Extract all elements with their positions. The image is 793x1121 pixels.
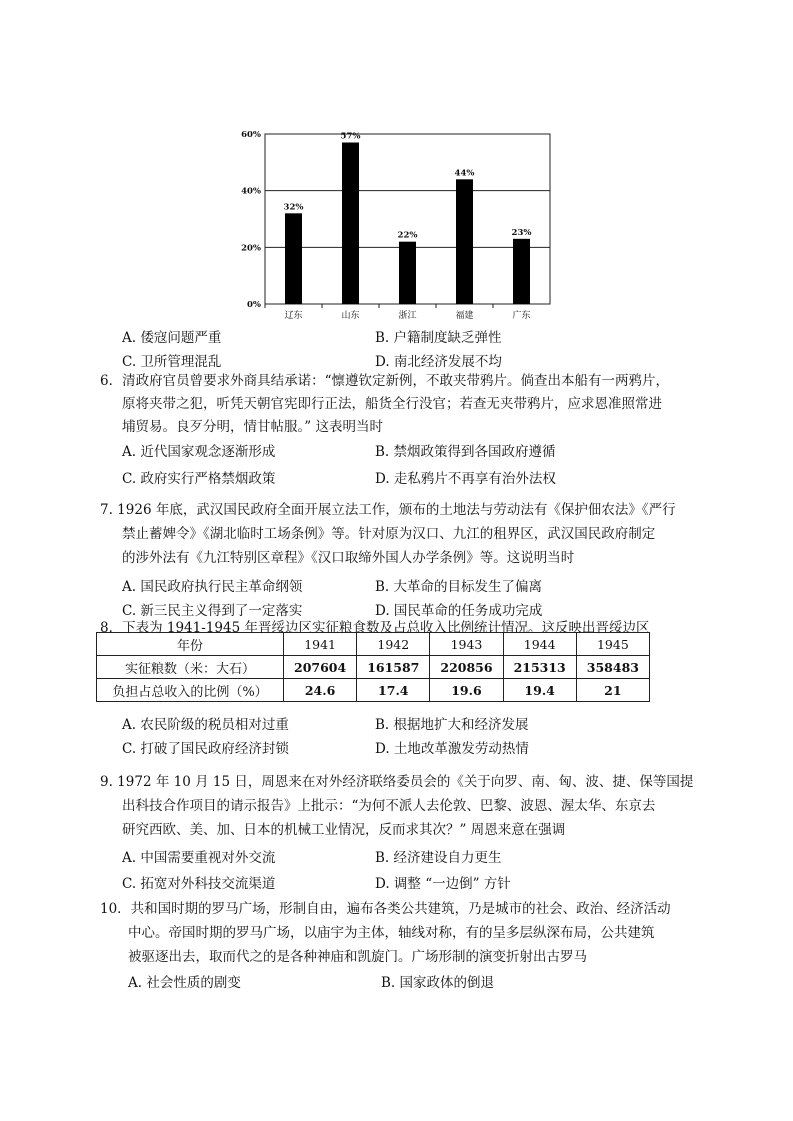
table-row-label: 实征粮数（米：大石） — [97, 656, 284, 679]
q7-option-a[interactable]: A. 国民政府执行民主革命纲领 — [122, 579, 303, 595]
bar-福建 — [456, 179, 473, 304]
table-cell: 17.4 — [357, 679, 430, 702]
bar-浙江 — [399, 242, 416, 304]
bar-value-label: 22% — [397, 230, 418, 241]
table-cell: 161587 — [357, 656, 430, 679]
table-year-cell: 1941 — [284, 633, 357, 656]
q5-option-c[interactable]: C. 卫所管理混乱 — [122, 354, 222, 370]
x-tick-label: 广东 — [512, 311, 531, 321]
table-cell: 220856 — [430, 656, 503, 679]
q10-line-2: 中心。帝国时期的罗马广场，以庙宇为主体，轴线对称，有的呈多层纵深布局，公共建筑 — [128, 925, 655, 941]
y-tick-label: 40% — [241, 186, 261, 197]
table-cell: 358483 — [576, 656, 649, 679]
q7-option-b[interactable]: B. 大革命的目标发生了偏离 — [375, 579, 543, 595]
q9-option-b[interactable]: B. 经济建设自力更生 — [375, 850, 502, 866]
table-cell: 207604 — [284, 656, 357, 679]
bar-辽东 — [285, 213, 302, 304]
chart-bars — [285, 143, 530, 305]
q9-option-c[interactable]: C. 拓宽对外科技交流渠道 — [122, 876, 276, 892]
q5-option-a[interactable]: A. 倭寇问题严重 — [122, 330, 222, 346]
q6-option-c[interactable]: C. 政府实行严格禁烟政策 — [122, 471, 276, 487]
q8-option-c[interactable]: C. 打破了国民政府经济封锁 — [122, 741, 289, 757]
y-tick-label: 0% — [247, 300, 261, 310]
q6-line-1: 6．清政府官员曾要求外商具结承诺：“懔遵钦定新例，不敢夹带鸦片。倘查出本船有一两鸦片， — [100, 373, 669, 389]
table-header-row — [97, 633, 650, 656]
q6-option-d[interactable]: D. 走私鸦片不再享有治外法权 — [375, 471, 556, 487]
bar-广东 — [513, 239, 530, 304]
table-row-label: 负担占总收入的比例（%） — [97, 679, 284, 702]
table-year-cell: 1944 — [503, 633, 576, 656]
q6-line-2: 原将夹带之犯，听凭天朝官宪即行正法，船货全行没官；若查无夹带鸦片，应求恩准照常进 — [122, 396, 662, 412]
y-tick-label: 20% — [241, 243, 261, 254]
q6-option-a[interactable]: A. 近代国家观念逐渐形成 — [122, 444, 276, 460]
bar-value-label: 44% — [454, 168, 475, 179]
x-axis-ticks — [265, 304, 531, 321]
q9-line-1: 9. 1972 年 10 月 15 日，周恩来在对外经济联络委员会的《关于向罗、南、匈、波、捷、保等国提 — [100, 774, 694, 790]
table-cell: 19.4 — [503, 679, 576, 702]
q9-line-3: 研究西欧、美、加、日本的机械工业情况，反而求其次？” 周恩来意在强调 — [122, 822, 566, 838]
q7-line-1: 7. 1926 年底，武汉国民政府全面开展立法工作，颁布的土地法与劳动法有《保护佃农法》《严行 — [100, 502, 676, 518]
q10-option-a[interactable]: A. 社会性质的剧变 — [128, 975, 241, 991]
q9-option-a[interactable]: A. 中国需要重视对外交流 — [122, 850, 276, 866]
grain-table — [96, 632, 650, 702]
table-cell: 24.6 — [284, 679, 357, 702]
y-axis-ticks — [241, 130, 261, 310]
q8-option-d[interactable]: D. 土地改革激发劳动热情 — [375, 741, 529, 757]
q6-line-3: 埔贸易。良歹分明，情甘帖服。” 这表明当时 — [122, 419, 383, 435]
q8-line-1: 8．下表为 1941-1945 年晋绥边区实征粮食数及占总收入比例统计情况。这反映出晋绥边区 — [100, 620, 650, 636]
bar-value-label: 32% — [283, 202, 304, 213]
bar-山东 — [342, 143, 359, 305]
table-year-cell: 1945 — [576, 633, 649, 656]
table-row — [97, 656, 650, 679]
bar-value-labels — [284, 132, 532, 241]
bar-chart — [232, 122, 562, 327]
q10-option-b[interactable]: B. 国家政体的倒退 — [381, 975, 495, 991]
q9-option-d[interactable]: D. 调整 “一边倒” 方针 — [375, 876, 511, 892]
q7-line-2: 禁止蓄婢令》《湖北临时工场条例》等。针对原为汉口、九江的租界区，武汉国民政府制定 — [122, 526, 656, 542]
q5-option-b[interactable]: B. 户籍制度缺乏弹性 — [375, 330, 502, 346]
bar-value-label: 57% — [340, 131, 361, 142]
table-year-cell: 1943 — [430, 633, 503, 656]
bar-value-label: 23% — [511, 227, 532, 238]
q8-option-a[interactable]: A. 农民阶级的税员相对过重 — [122, 717, 289, 733]
q6-option-b[interactable]: B. 禁烟政策得到各国政府遵循 — [375, 444, 556, 460]
q10-line-1: 10．共和国时期的罗马广场，形制自由，遍布各类公共建筑，乃是城市的社会、政治、经济活动 — [100, 901, 671, 917]
q7-line-3: 的涉外法有《九江特别区章程》《汉口取缔外国人办学条例》等。这说明当时 — [122, 550, 575, 566]
q7-option-c[interactable]: C. 新三民主义得到了一定落实 — [122, 603, 303, 619]
table-header-year: 年份 — [97, 633, 284, 656]
table-cell: 215313 — [503, 656, 576, 679]
x-tick-label: 山东 — [341, 311, 360, 321]
table-year-cell: 1942 — [357, 633, 430, 656]
q9-line-2: 出科技合作项目的请示报告》上批示：“为何不派人去伦敦、巴黎、波恩、渥太华、东京去 — [122, 798, 656, 814]
table-cell: 19.6 — [430, 679, 503, 702]
x-tick-label: 福建 — [455, 311, 474, 321]
q7-option-d[interactable]: D. 国民革命的任务成功完成 — [375, 603, 543, 619]
q5-option-d[interactable]: D. 南北经济发展不均 — [375, 354, 502, 370]
q8-option-b[interactable]: B. 根据地扩大和经济发展 — [375, 717, 529, 733]
q10-line-3: 被驱逐出去，取而代之的是各种神庙和凯旋门。广场形制的演变折射出古罗马 — [128, 949, 587, 965]
x-tick-label: 辽东 — [284, 311, 303, 321]
table-row — [97, 679, 650, 702]
table-cell: 21 — [576, 679, 649, 702]
x-tick-label: 浙江 — [398, 311, 417, 321]
y-tick-label: 60% — [241, 130, 261, 140]
